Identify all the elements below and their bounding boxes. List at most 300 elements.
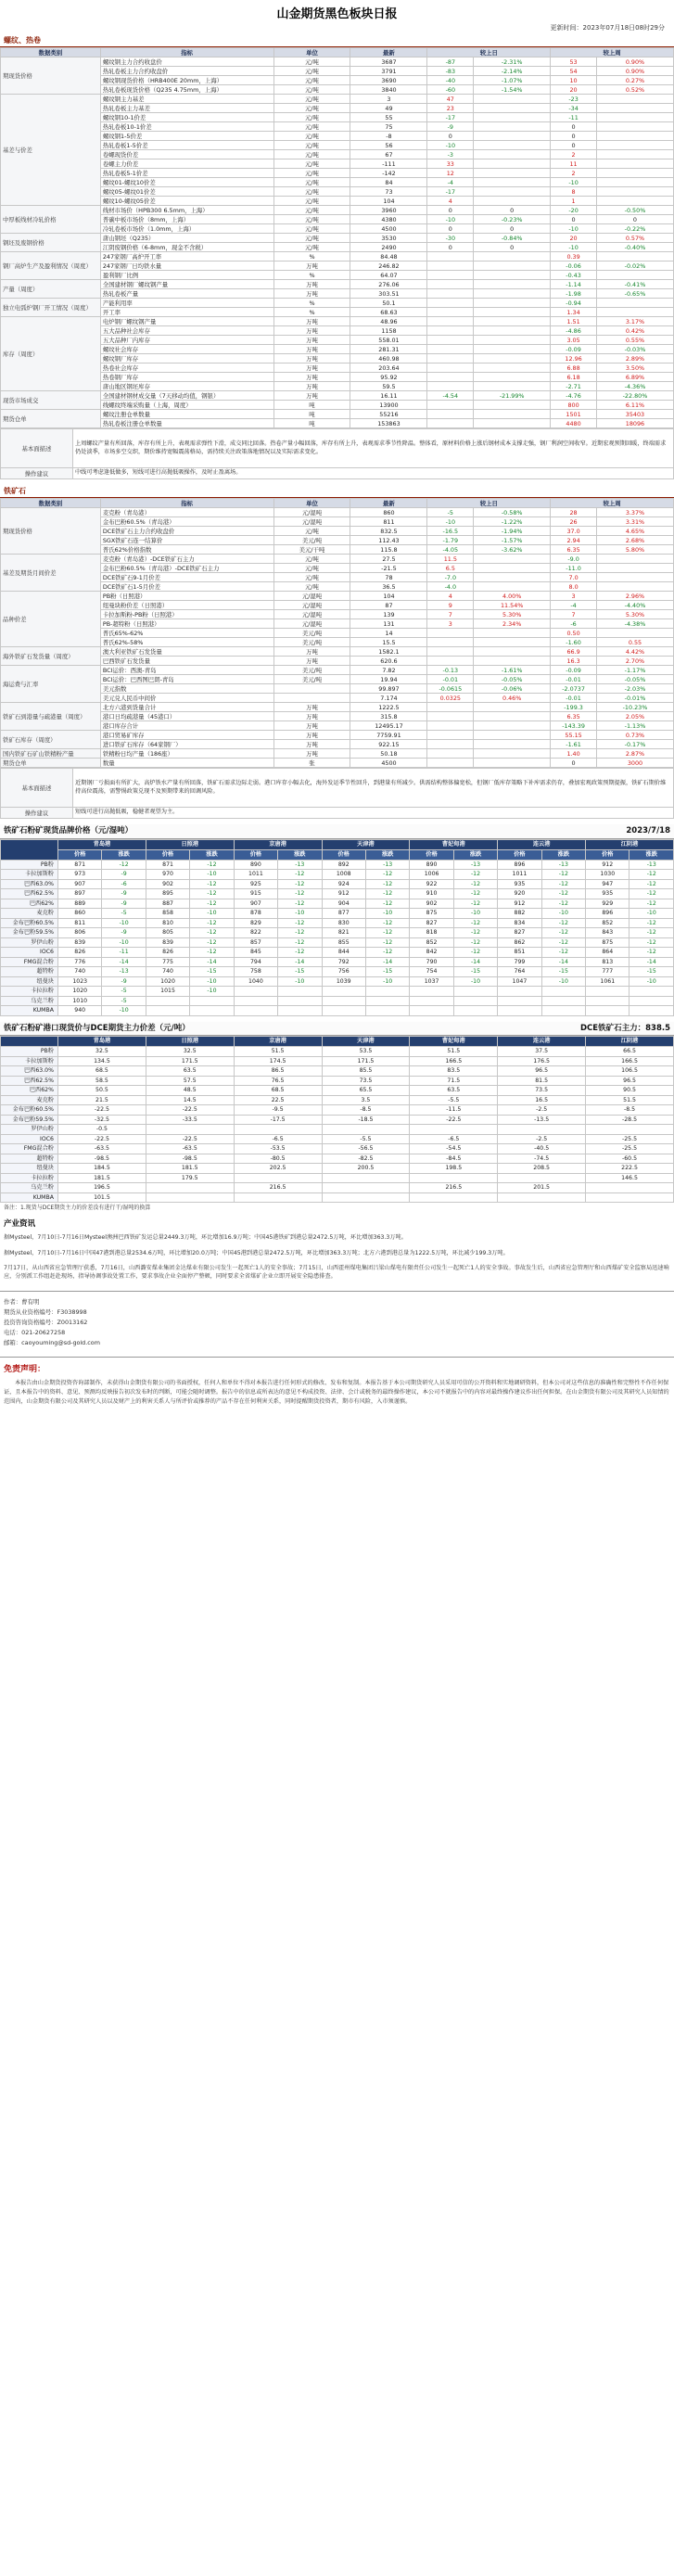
spread-cell (410, 1125, 498, 1135)
indicator-cell: 铁精粉日均产量（186座） (100, 749, 273, 759)
price-cell: 860 (58, 909, 102, 919)
spread-cell: -82.5 (322, 1154, 410, 1164)
table-row (1, 299, 674, 308)
spread-cell: 179.5 (146, 1173, 234, 1183)
indicator-cell: 热轧卷板5-1价差 (100, 169, 273, 178)
latest-cell: 276.06 (350, 280, 427, 289)
day-pct-cell (474, 132, 551, 141)
col-latest: 最新 (350, 499, 427, 508)
day-pct-cell (474, 354, 551, 363)
price-cell: 864 (586, 948, 629, 958)
week-pct-cell: 2.96% (596, 592, 673, 601)
indicator-cell: 普氏62%价格指数 (100, 545, 273, 555)
unit-cell: 万吨 (273, 289, 350, 299)
spread-cell: 63.5 (410, 1086, 498, 1096)
indicator-cell: 热卷社会库存 (100, 363, 273, 373)
table-row (1, 967, 674, 977)
spread-cell (410, 1192, 498, 1203)
week-change-cell: 20 (551, 234, 597, 243)
week-pct-cell: -4.40% (596, 601, 673, 610)
table-row (1, 336, 674, 345)
change-cell (453, 987, 497, 997)
col-unit: 单位 (273, 48, 350, 57)
category-cell: 期货仓单 (1, 759, 101, 768)
rebar-table (0, 47, 674, 428)
indicator-cell: 热轧卷板产量 (100, 289, 273, 299)
table-row (1, 675, 674, 684)
table-row (1, 666, 674, 675)
change-cell: -12 (541, 937, 585, 948)
spread-cell: -22.5 (146, 1105, 234, 1116)
indicator-cell: 螺纹钢主力合约收盘价 (100, 57, 273, 67)
unit-cell: 元/吨 (273, 169, 350, 178)
change-cell: -12 (453, 879, 497, 889)
indicator-cell: 全国建材钢厂螺纹钢产量 (100, 280, 273, 289)
day-pct-cell (474, 326, 551, 336)
week-change-cell: 7 (551, 610, 597, 619)
week-pct-cell: 3.50% (596, 363, 673, 373)
price-cell: 1015 (146, 987, 189, 997)
table-row (1, 731, 674, 740)
table-row (1, 1115, 674, 1125)
day-pct-cell: -1.57% (474, 536, 551, 545)
week-change-cell: 2 (551, 169, 597, 178)
change-cell: -12 (190, 899, 234, 909)
table-row (1, 132, 674, 141)
price-subheader: 价格 (322, 849, 365, 860)
unit-cell: 美元/干吨 (273, 545, 350, 555)
table-row (1, 382, 674, 391)
week-change-cell: -11.0 (551, 564, 597, 573)
brand-name: 巴西62% (1, 899, 58, 909)
indicator-cell: 螺纹钢10-1价差 (100, 113, 273, 122)
spread-cell: 216.5 (234, 1183, 322, 1193)
price-cell (498, 1006, 541, 1016)
price-cell (146, 996, 189, 1006)
change-cell: -12 (365, 937, 409, 948)
week-pct-cell: 0.42% (596, 326, 673, 336)
indicator-cell: 北方六港到货量合计 (100, 703, 273, 712)
indicator-cell: 247家钢厂高炉开工率 (100, 252, 273, 261)
price-cell: 910 (410, 889, 453, 899)
day-pct-cell: -1.94% (474, 527, 551, 536)
email: 邮箱：caoyouming@sd-gold.com (4, 1339, 100, 1347)
week-pct-cell: -4.38% (596, 619, 673, 629)
change-cell: -11 (102, 948, 146, 958)
author-contact (0, 1295, 674, 1353)
change-subheader: 涨跌 (453, 849, 497, 860)
spread-cell: 96.5 (498, 1066, 586, 1077)
week-pct-cell: 2.87% (596, 749, 673, 759)
indicator-cell: 普碳中板市场价（8mm，上海） (100, 215, 273, 224)
spread-cell: -80.5 (234, 1154, 322, 1164)
brand-name: 金布巴粉60.5% (1, 918, 58, 928)
week-change-cell: 1.51 (551, 317, 597, 326)
change-cell: -12 (629, 948, 674, 958)
indicator-cell: 冷轧卷板市场价（1.0mm，上海） (100, 224, 273, 234)
week-pct-cell: -0.50% (596, 206, 673, 215)
day-pct-cell: 4.00% (474, 592, 551, 601)
table-row (1, 419, 674, 428)
day-change-cell (427, 647, 474, 657)
latest-cell: 55216 (350, 410, 427, 419)
day-change-cell: -10 (427, 141, 474, 150)
change-cell: -12 (629, 937, 674, 948)
spread-table-title: 铁矿石粉矿港口现货价与DCE期货主力价差（元/吨） (4, 1023, 190, 1033)
change-subheader: 涨跌 (102, 849, 146, 860)
indicator-cell: 线材市场价（HPB300 6.5mm，上海） (100, 206, 273, 215)
table-row (1, 957, 674, 967)
week-pct-cell: 0.27% (596, 76, 673, 85)
table-row (1, 740, 674, 749)
day-change-cell: 0 (427, 206, 474, 215)
change-cell (190, 996, 234, 1006)
change-cell (629, 987, 674, 997)
category-cell: 钢坯及废钢价格 (1, 234, 101, 252)
change-cell: -5 (102, 987, 146, 997)
price-cell: 929 (586, 899, 629, 909)
latest-cell: 16.11 (350, 391, 427, 401)
spread-cell: 101.5 (58, 1192, 146, 1203)
price-cell: 818 (410, 928, 453, 938)
day-pct-cell: -3.62% (474, 545, 551, 555)
change-cell: -15 (365, 967, 409, 977)
week-pct-cell: -4.36% (596, 382, 673, 391)
category-cell: 中厚板线材冷轧价格 (1, 206, 101, 234)
week-change-cell: -2.0737 (551, 684, 597, 694)
table-row (1, 582, 674, 592)
day-pct-cell (474, 187, 551, 197)
price-cell: 904 (322, 899, 365, 909)
change-cell: -12 (541, 879, 585, 889)
day-change-cell: -7.0 (427, 573, 474, 582)
price-cell: 947 (586, 879, 629, 889)
category-cell: 铁矿石库存（周度） (1, 731, 101, 749)
unit-cell: 元/吨 (273, 141, 350, 150)
latest-cell: 460.98 (350, 354, 427, 363)
unit-cell: 美元/吨 (273, 675, 350, 684)
table-row (1, 684, 674, 694)
change-cell: -10 (629, 909, 674, 919)
price-cell: 878 (234, 909, 277, 919)
week-pct-cell: -1.13% (596, 721, 673, 731)
unit-cell: 元/吨 (273, 57, 350, 67)
week-change-cell: 12.96 (551, 354, 597, 363)
day-pct-cell: -2.31% (474, 57, 551, 67)
change-cell: -12 (541, 948, 585, 958)
price-cell: 805 (146, 928, 189, 938)
table-row (1, 391, 674, 401)
price-cell: 875 (586, 937, 629, 948)
industry-news (0, 1214, 674, 1287)
table-row (1, 987, 674, 997)
brand-name: IOC6 (1, 1134, 58, 1144)
price-cell: 845 (234, 948, 277, 958)
latest-cell: -111 (350, 159, 427, 169)
week-change-cell: -10 (551, 224, 597, 234)
week-change-cell: -1.14 (551, 280, 597, 289)
brand-name: 巴西62.5% (1, 1076, 58, 1086)
spread-cell: 51.5 (410, 1047, 498, 1057)
latest-cell: 620.6 (350, 657, 427, 666)
table-row (1, 373, 674, 382)
day-pct-cell (474, 712, 551, 721)
unit-cell: 万吨 (273, 280, 350, 289)
brand-name: 纽曼块 (1, 976, 58, 987)
price-cell: 1037 (410, 976, 453, 987)
spread-cell: 166.5 (410, 1056, 498, 1066)
day-change-cell: 47 (427, 95, 474, 104)
port-header: 青岛港 (58, 1037, 146, 1047)
category-cell: 铁矿石到港量与疏港量（周度） (1, 703, 101, 731)
table-row (1, 1105, 674, 1116)
indicator-cell: 美元指数 (100, 684, 273, 694)
table-row (1, 308, 674, 317)
unit-cell: 万吨 (273, 703, 350, 712)
table-row (1, 928, 674, 938)
table-row (1, 759, 674, 768)
day-pct-cell (474, 345, 551, 354)
spread-cell: 181.5 (58, 1173, 146, 1183)
day-pct-cell (474, 280, 551, 289)
day-change-cell (427, 629, 474, 638)
week-pct-cell: -0.02% (596, 261, 673, 271)
indicator-cell: 螺纹钢主力基差 (100, 95, 273, 104)
spread-cell: -13.5 (498, 1115, 586, 1125)
table-row (1, 67, 674, 76)
indicator-cell: 金布巴粉60.5%（青岛港） (100, 517, 273, 527)
brand-name: 金布巴粉60.5% (1, 1105, 58, 1116)
change-cell (365, 996, 409, 1006)
table-row (1, 1066, 674, 1077)
port-header: 江阴港 (586, 1037, 674, 1047)
indicator-cell: 卷螺现货价差 (100, 150, 273, 159)
week-pct-cell: 0.55% (596, 336, 673, 345)
change-cell: -12 (190, 889, 234, 899)
latest-cell: 36.5 (350, 582, 427, 592)
table-row (1, 976, 674, 987)
port-header: 青岛港 (58, 839, 146, 849)
day-change-cell: -4.54 (427, 391, 474, 401)
spread-cell: 201.5 (498, 1183, 586, 1193)
price-cell: 758 (234, 967, 277, 977)
price-cell: 1030 (586, 870, 629, 880)
latest-cell: 7759.91 (350, 731, 427, 740)
table-row (1, 187, 674, 197)
table-row (1, 657, 674, 666)
week-change-cell: 0 (551, 215, 597, 224)
price-cell: 940 (58, 1006, 102, 1016)
table-row (1, 647, 674, 657)
port-header: 连云港 (498, 839, 586, 849)
indicator-cell: 热轧卷板现货价格（Q235 4.75mm，上海） (100, 85, 273, 95)
spread-cell: -2.5 (498, 1105, 586, 1116)
price-cell: 855 (322, 937, 365, 948)
change-subheader: 涨跌 (365, 849, 409, 860)
port-header: 京唐港 (234, 839, 322, 849)
change-cell: -12 (278, 937, 322, 948)
table-row (1, 870, 674, 880)
change-cell: -5 (102, 909, 146, 919)
advice-text: 短线可进行高抛低吸，稳健者观望为主。 (73, 808, 674, 819)
price-table-title: 铁矿石粉矿现货品牌价格（元/湿吨） (4, 826, 134, 835)
table-row (1, 178, 674, 187)
brand-name: 乌克兰粉 (1, 1183, 58, 1193)
unit-cell (273, 694, 350, 703)
spread-cell: 196.5 (58, 1183, 146, 1193)
price-cell: 912 (322, 889, 365, 899)
day-change-cell (427, 759, 474, 768)
latest-cell: 3840 (350, 85, 427, 95)
price-subheader: 价格 (410, 849, 453, 860)
indicator-cell: 港口库存合计 (100, 721, 273, 731)
change-cell (278, 987, 322, 997)
day-pct-cell (474, 740, 551, 749)
section-title-rebar: 螺纹、热卷 (0, 34, 674, 47)
day-change-cell: 4 (427, 592, 474, 601)
latest-cell: 1158 (350, 326, 427, 336)
latest-cell: 67 (350, 150, 427, 159)
disclaimer (0, 1361, 674, 1407)
week-change-cell: 1501 (551, 410, 597, 419)
spread-cell (586, 1183, 674, 1193)
table-row (1, 517, 674, 527)
spread-cell: 81.5 (498, 1076, 586, 1086)
indicator-cell: 热轧卷板10-1价差 (100, 122, 273, 132)
day-change-cell (427, 731, 474, 740)
week-pct-cell (596, 197, 673, 206)
week-pct-cell: 0.55 (596, 638, 673, 647)
price-subheader: 价格 (146, 849, 189, 860)
spread-cell (498, 1192, 586, 1203)
news-item: 据Mysteel，7月10日-7月16日Mysteel澳洲巴西铁矿发运总量2449.3万吨，环比增加16.9万吨；中国45港铁矿到港总量2472.5万吨，环比增加363.3万吨。 (4, 1234, 407, 1242)
price-cell: 852 (586, 918, 629, 928)
week-pct-cell (596, 132, 673, 141)
day-change-cell (427, 401, 474, 410)
unit-cell: 万吨 (273, 345, 350, 354)
week-pct-cell: 4.65% (596, 527, 673, 536)
day-pct-cell: -21.99% (474, 391, 551, 401)
day-change-cell: -30 (427, 234, 474, 243)
latest-cell: 832.5 (350, 527, 427, 536)
price-cell: 852 (410, 937, 453, 948)
week-pct-cell: 2.05% (596, 712, 673, 721)
day-change-cell: 0.0325 (427, 694, 474, 703)
table-row (1, 410, 674, 419)
spread-cell: 3.5 (322, 1095, 410, 1105)
spread-cell: 83.5 (410, 1066, 498, 1077)
col-vs-prev-day: 较上日 (427, 499, 551, 508)
latest-cell: 49 (350, 104, 427, 113)
latest-cell: 78 (350, 573, 427, 582)
day-pct-cell (474, 419, 551, 428)
week-pct-cell (596, 141, 673, 150)
day-change-cell: 0 (427, 132, 474, 141)
spread-cell: 57.5 (146, 1076, 234, 1086)
spread-cell: -53.5 (234, 1144, 322, 1154)
category-cell: 库存（周度） (1, 317, 101, 391)
table-row (1, 345, 674, 354)
change-cell: -10 (278, 909, 322, 919)
price-cell: 907 (234, 899, 277, 909)
table-row (1, 215, 674, 224)
week-pct-cell (596, 104, 673, 113)
day-pct-cell (474, 261, 551, 271)
dce-label: DCE铁矿石主力： (580, 1023, 646, 1033)
price-cell: 1061 (586, 976, 629, 987)
spread-cell: 63.5 (146, 1066, 234, 1077)
price-cell: 764 (498, 967, 541, 977)
latest-cell: 112.43 (350, 536, 427, 545)
week-change-cell: 6.18 (551, 373, 597, 382)
table-row (1, 1134, 674, 1144)
unit-cell: 美元/吨 (273, 536, 350, 545)
unit-cell: % (273, 271, 350, 280)
news-item: 据Mysteel，7月10日-7月16日中国47港到港总量2534.6万吨，环比增加20.0万吨；中国45港到港总量2472.5万吨，环比增加363.3万吨；北方六港到港总量为1222.5万吨，环比减少199.3万吨。 (4, 1249, 509, 1256)
week-pct-cell: 0 (596, 215, 673, 224)
spread-cell: 184.5 (58, 1164, 146, 1174)
latest-cell: 13900 (350, 401, 427, 410)
day-pct-cell: -0.05% (474, 675, 551, 684)
table-row (1, 545, 674, 555)
week-pct-cell (596, 169, 673, 178)
spread-cell: -98.5 (58, 1154, 146, 1164)
week-pct-cell (596, 271, 673, 280)
spread-cell (498, 1125, 586, 1135)
latest-cell: 153863 (350, 419, 427, 428)
latest-cell: 84 (350, 178, 427, 187)
indicator-cell: 五大品种厂内库存 (100, 336, 273, 345)
day-pct-cell (474, 169, 551, 178)
category-cell: 基差与价差 (1, 95, 101, 206)
unit-cell: 万吨 (273, 373, 350, 382)
indicator-cell: 麦克粉（青岛港） (100, 508, 273, 517)
brand-name: 卡拉加斯粉 (1, 1056, 58, 1066)
price-cell: 892 (322, 860, 365, 870)
indicator-cell: 唐山钢坯（Q235） (100, 234, 273, 243)
price-cell: 970 (146, 870, 189, 880)
price-cell: 1020 (58, 987, 102, 997)
day-change-cell (427, 299, 474, 308)
spread-cell: -25.5 (586, 1134, 674, 1144)
change-cell: -12 (190, 937, 234, 948)
unit-cell: 万吨 (273, 712, 350, 721)
table-row (1, 1144, 674, 1154)
unit-cell: 万吨 (273, 336, 350, 345)
table-row (1, 860, 674, 870)
table-row (1, 95, 674, 104)
spread-cell: 50.5 (58, 1086, 146, 1096)
table-row (1, 638, 674, 647)
week-pct-cell (596, 122, 673, 132)
price-cell: 871 (146, 860, 189, 870)
table-row (1, 749, 674, 759)
spread-cell: -9.5 (234, 1105, 322, 1116)
latest-cell: 12495.17 (350, 721, 427, 731)
change-cell: -15 (190, 967, 234, 977)
spread-cell (410, 1173, 498, 1183)
price-cell: 843 (586, 928, 629, 938)
day-pct-cell (474, 308, 551, 317)
latest-cell: 3687 (350, 57, 427, 67)
price-cell: 857 (234, 937, 277, 948)
table-row (1, 712, 674, 721)
week-change-cell: -0.01 (551, 694, 597, 703)
spread-cell: 37.5 (498, 1047, 586, 1057)
price-cell (146, 1006, 189, 1016)
change-subheader: 涨跌 (278, 849, 322, 860)
change-cell: -14 (365, 957, 409, 967)
